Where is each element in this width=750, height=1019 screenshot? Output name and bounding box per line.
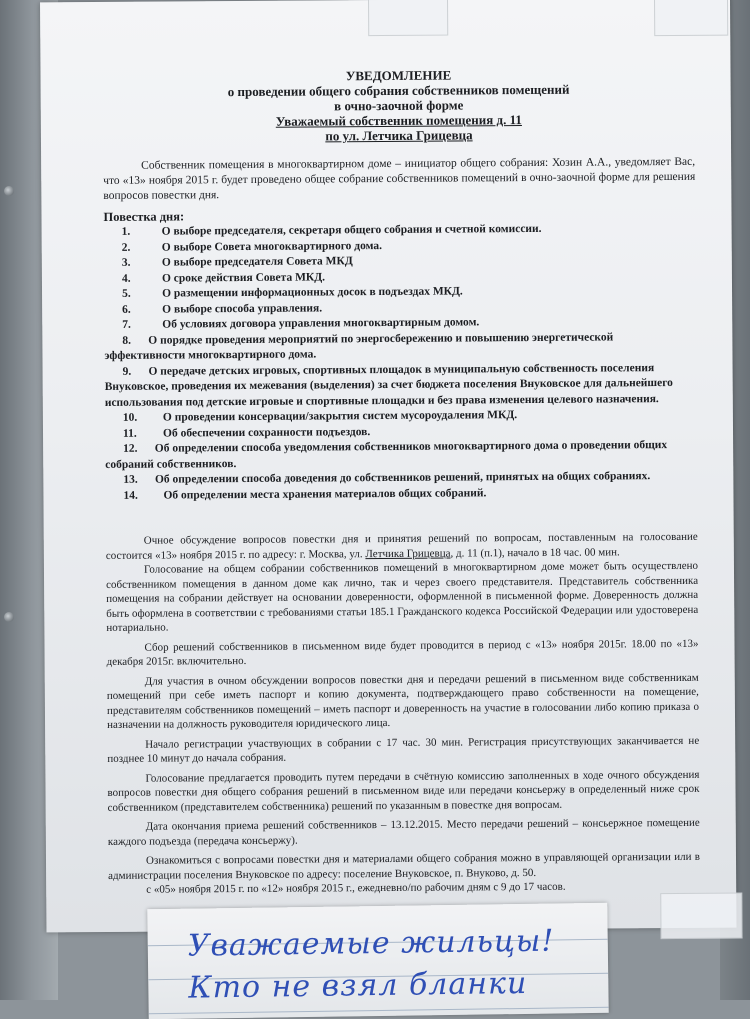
agenda-item-number: 12.: [123, 442, 138, 455]
notice-content: [102, 66, 700, 903]
agenda-item-text: Об условиях договора управления многоквартирным домом.: [162, 316, 480, 331]
handwritten-line: Кто не взял бланки: [188, 965, 528, 1006]
agenda-item-text: Об определении способа доведения до собственников решений, принятых на общих собраниях.: [154, 470, 651, 486]
deadline-paragraph: Дата окончания приема решений собственников – 13.12.2015. Место передачи решений – консьержное помещение каждого подъезда (передача консьержу).: [107, 816, 700, 848]
agenda-item-text: О выборе председателя, секретаря общего собрания и счетной комиссии.: [161, 222, 542, 238]
screw-icon: [4, 612, 14, 622]
agenda-item-number: 10.: [122, 411, 138, 424]
agenda-item-number: 14.: [123, 489, 138, 502]
agenda-item-text: Об определении места хранения материалов общих собраний.: [163, 486, 487, 502]
method-paragraph: Голосование предлагается проводить путем передачи в счётную комиссию заполненных в ходе очного обсуждения вопросов повестки дня общего собрания решений в письменном виде или передачи консьержу в определенный ниже срок собственником (представителем собственника) решений по указанным в повестке дня вопросам.: [107, 768, 700, 814]
agenda-item-number: 7.: [122, 318, 131, 331]
tape-strip: [660, 893, 742, 940]
agenda-item: [105, 438, 697, 473]
registration-paragraph: Начало регистрации участвующих в собрании с 17 час. 30 мин. Регистрация присутствующих заканчивается не позднее 10 минут до начала собрания.: [107, 734, 700, 765]
materials-paragraph: Ознакомиться с вопросами повестки дня и материалами общего собрания можно в управляющей организации или в администрации поселения Внуковское по адресу: поселение Внуковское, п. Внуково, д. 50.: [108, 850, 701, 882]
tape-strip: [368, 0, 448, 36]
notice-greeting: Уважаемый собственник помещения д. 11: [275, 112, 522, 129]
agenda-item-number: 8.: [122, 334, 132, 347]
agenda-item-number: 13.: [123, 473, 138, 486]
agenda-item-text: Об определении способа уведомления собственников многоквартирного дома о проведении общих собраний собственников.: [105, 439, 668, 471]
schedule-paragraph: с «05» ноября 2015 г. по «12» ноября 2015 г., ежедневно/по рабочим дням с 9 до 17 часов.: [146, 880, 566, 896]
agenda-item-text: О проведении консервации/закрытия систем мусороудаления МКД.: [162, 409, 518, 424]
agenda-item-number: 11.: [122, 427, 137, 440]
screw-icon: [4, 186, 14, 196]
notice-greeting: по ул. Летчика Грицевца: [325, 127, 473, 144]
agenda-item-text: О выборе способа управления.: [162, 301, 323, 316]
agenda-title: Повестка дня:: [103, 209, 185, 224]
meeting-text-end: , д. 11 (п.1), начало в 18 час. 00 мин.: [450, 545, 620, 560]
participation-paragraph: Для участия в очном обсуждении вопросов повестки дня и передачи решений в письменном виде собственникам помещений при себе иметь паспорт и копию документа, подтверждающего право собственности на помещение, представителям собственников помещений – иметь паспорт и доверенность на участие в голосовании либо копию приказа о назначении на должность руководителя юридического лица.: [106, 671, 699, 731]
voting-paragraph: Голосование на общем собрании собственников помещений в многоквартирном доме может быть осуществлено собственником помещения в данном доме как лично, так и через своего представителя. Представитель собственника помещения на собрании действует на основании доверенности, оформленной в письменной форме. Доверенность должна быть оформлена в соответствии с требованиями статьи 185.1 Гражданского кодекса Российской Федерации или удостоверена нотариально.: [106, 559, 699, 634]
agenda-item-number: 9.: [122, 365, 132, 378]
agenda-item-text: О выборе председателя Совета МКД: [161, 255, 353, 269]
notice-subtitle: в очно-заочной форме: [334, 97, 464, 114]
meeting-paragraph: [106, 530, 698, 563]
meeting-text: Очное обсуждение вопросов повестки дня и принятия решений по вопросам, поставленным на голосование состоится «13» ноября 2015 г. по адресу: г. Москва, ул.: [105, 530, 698, 562]
agenda-item-text: О размещении информационных досок в подъездах МКД.: [162, 285, 463, 300]
collection-paragraph: Сбор решений собственников в письменном виде будет проводится в период с «13» ноября 2015г. 18.00 по «13» декабря 2015г. включительно.: [106, 637, 699, 668]
agenda-item-text: О порядке проведения мероприятий по энергосбережению и повышению энергетической эффективности многоквартирного дома.: [104, 330, 614, 362]
agenda-item-text: Об обеспечении сохранности подъездов.: [162, 425, 371, 440]
intro-paragraph: Собственник помещения в многоквартирном доме – инициатор общего собрания: Хозин А.А., уведомляет Вас, что «13» ноября 2015 г. будет проведено общее собрание собственников помещений в очно-заочной форме для решения вопросов повестки дня.: [103, 155, 696, 202]
agenda-item-text: О передаче детских игровых, спортивных площадок в муниципальную собственность поселения Внуковское, проведения их межевания (выделения) за счет бюджета поселения Внуковское для дальнейшего использования под детские игровые и спортивные площадки и без права изменения целевого назначения.: [104, 361, 673, 409]
agenda-item-number: 1.: [121, 225, 131, 238]
agenda-item-number: 3.: [121, 256, 131, 269]
notice-title: УВЕДОМЛЕНИЕ: [345, 67, 452, 84]
tape-strip: [654, 0, 728, 36]
agenda-item: [104, 329, 696, 364]
agenda-item-number: 4.: [121, 272, 131, 285]
agenda-item-number: 2.: [121, 241, 131, 254]
handwritten-line: Уважаемые жильцы!: [187, 923, 555, 964]
agenda-item-number: 6.: [122, 303, 131, 316]
notice-sheet: [40, 0, 736, 932]
meeting-street: Летчика Грицевца: [365, 547, 451, 560]
agenda-item: [105, 360, 697, 411]
handwritten-note: [147, 903, 608, 1019]
notice-subtitle: о проведении общего собрания собственников помещений: [227, 81, 570, 100]
agenda-item-text: О выборе Совета многоквартирного дома.: [161, 239, 383, 254]
agenda-item-number: 5.: [122, 287, 131, 300]
agenda-item-text: О сроке действия Совета МКД.: [161, 270, 326, 285]
